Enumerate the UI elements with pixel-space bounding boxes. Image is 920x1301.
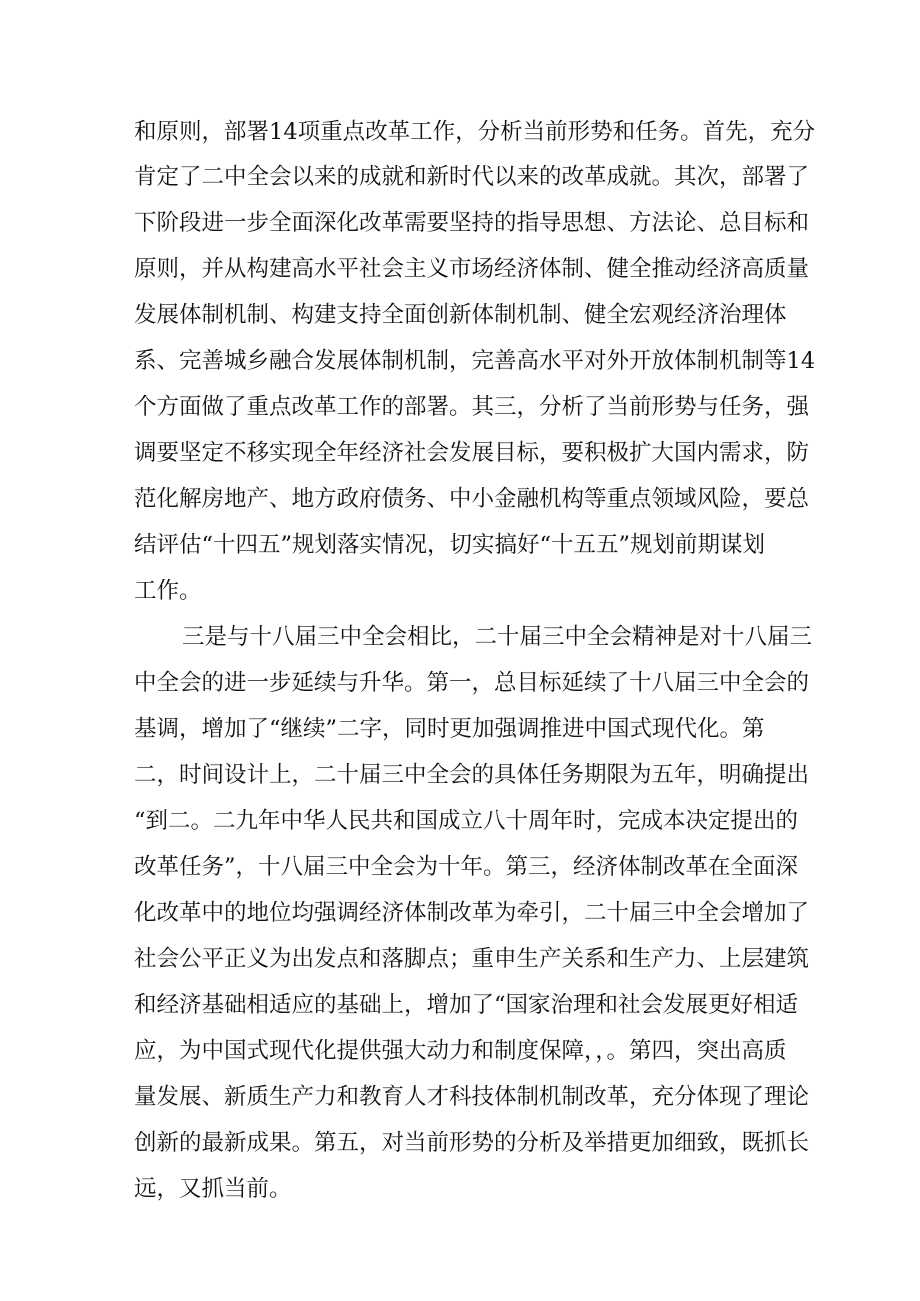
paragraph-line: 和经济基础相适应的基础上，增加了“国家治理和社会发展更好相适: [134, 992, 799, 1018]
paragraph-line: 个方面做了重点改革工作的部署。其三，分析了当前形势与任务，强: [134, 394, 810, 420]
paragraph-line: 系、完善城乡融合发展体制机制，完善高水平对外开放体制机制等14: [134, 348, 816, 374]
paragraph-line: 调要坚定不移实现全年经济社会发展目标，要积极扩大国内需求，防: [134, 440, 810, 466]
paragraph-line: 创新的最新成果。第五，对当前形势的分析及举措更加细致，既抓长: [134, 1130, 810, 1156]
paragraph-line: 发展体制机制、构建支持全面创新体制机制、健全宏观经济治理体: [134, 302, 787, 328]
paragraph-line: 量发展、新质生产力和教育人才科技体制机制改革，充分体现了理论: [134, 1084, 810, 1110]
paragraph-line: “到二。二九年中华人民共和国成立八十周年时，完成本决定提出的: [134, 808, 799, 834]
paragraph-line: 应，为中国式现代化提供强大动力和制度保障，，。第四，突出高质: [134, 1038, 787, 1064]
paragraph-line: 肯定了二中全会以来的成就和新时代以来的改革成就。其次，部署了: [134, 164, 810, 190]
paragraph-line: 结评估“十四五”规划落实情况，切实搞好“十五五”规划前期谋划: [134, 532, 766, 558]
paragraph-line: 中全会的进一步延续与升华。第一，总目标延续了十八届三中全会的: [134, 670, 810, 696]
paragraph-line: 三是与十八届三中全会相比，二十届三中全会精神是对十八届三: [182, 624, 813, 650]
paragraph-line: 社会公平正义为出发点和落脚点；重申生产关系和生产力、上层建筑: [134, 946, 810, 972]
paragraph-line: 和原则，部署14项重点改革工作，分析当前形势和任务。首先，充分: [134, 119, 816, 145]
paragraph-line: 基调，增加了“继续”二字，同时更加强调推进中国式现代化。第: [134, 716, 765, 742]
paragraph-line: 原则，并从构建高水平社会主义市场经济体制、健全推动经济高质量: [134, 256, 810, 282]
paragraph-line: 工作。: [134, 578, 202, 604]
paragraph-line: 远，又抓当前。: [134, 1176, 292, 1202]
paragraph-line: 改革任务”，十八届三中全会为十年。第三，经济体制改革在全面深: [134, 854, 799, 880]
paragraph-line: 化改革中的地位均强调经济体制改革为牵引，二十届三中全会增加了: [134, 900, 810, 926]
paragraph-line: 下阶段进一步全面深化改革需要坚持的指导思想、方法论、总目标和: [134, 210, 810, 236]
paragraph-line: 范化解房地产、地方政府债务、中小金融机构等重点领域风险，要总: [134, 486, 810, 512]
paragraph-line: 二，时间设计上，二十届三中全会的具体任务期限为五年，明确提出: [134, 762, 810, 788]
